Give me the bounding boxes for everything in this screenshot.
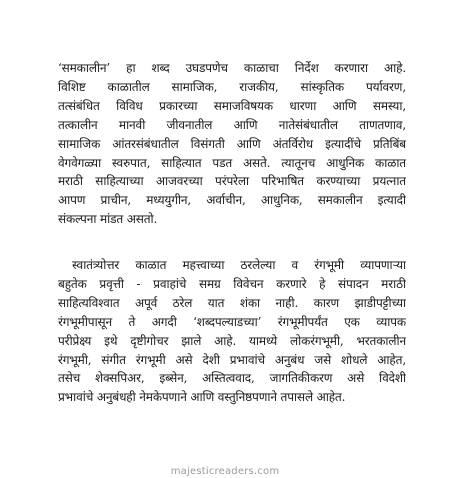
- paragraph-2-line: साहित्यविश्वात अपूर्व ठरेल यात शंका नाही. कारण झाडीपट्टीच्या: [58, 295, 406, 310]
- paragraph-1-line: सामाजिक आंतरसंबंधातील विसंगती आणि अंतर्विरोध इत्यादींचे प्रतिबिंब: [58, 136, 406, 151]
- watermark: majesticreaders.com: [170, 466, 280, 477]
- paragraph-1-line: मराठी साहित्याच्या आजवरच्या परंपरेला परिभाषित करण्याच्या प्रयत्नात: [58, 174, 406, 189]
- paragraph-1-line: तत्संबंधित विविध प्रकारच्या समाजविषयक धारणा आणि समस्या,: [58, 98, 406, 113]
- paragraph-1: [58, 59, 406, 229]
- paragraph-2-line: तसेच शेक्सपिअर, इब्सेन, अस्तित्ववाद, जागतिकीकरण असे विदेशी: [58, 371, 406, 386]
- paragraph-2-line: रंगभूमीपासून ते अगदी ‘शब्दपल्याडच्या’ रंगभूमीपर्यंत एक व्यापक: [58, 314, 406, 329]
- paragraph-2-line: बहुतेक प्रवृत्ती - प्रवाहांचे समग्र विवेचन करणारे हे संपादन मराठी: [58, 276, 406, 291]
- paragraph-2-line: परीप्रेक्ष्य इथे दृष्टीगोचर झाले आहे. यामध्ये लोकरंगभूमी, भरतकालीन: [58, 333, 406, 348]
- paragraph-1-line: संकल्पना मांडत असतो.: [58, 212, 158, 227]
- paragraph-2-line: प्रभावांचे अनुबंधही नेमकेपणाने आणि वस्तुनिष्ठपणाने तपासले आहेत.: [58, 390, 346, 405]
- paragraph-2-line: रंगभूमी, संगीत रंगभूमी असे देशी प्रभावांचे अनुबंध जसे शोधले आहेत,: [58, 352, 406, 367]
- paragraph-2-line: स्वातंत्र्योत्तर काळात महत्त्वाच्या ठरलेल्या व रंगभूमी व्यापणाऱ्या: [72, 258, 406, 272]
- paragraph-1-line: वेगवेगळ्या स्वरुपात, साहित्यात पडत असते. त्यातूनच आधुनिक काळात: [58, 155, 406, 170]
- paragraph-2: [58, 256, 406, 407]
- paragraph-1-line: ‘समकालीन’ हा शब्द उघडपणेच काळाचा निर्देश करणारा आहे.: [58, 61, 406, 75]
- paragraph-1-line: तत्कालीन मानवी जीवनातील आणि नातेसंबंधातील ताणतणाव,: [58, 117, 406, 132]
- paragraph-1-line: विशिष्ट काळातील सामाजिक, राजकीय, सांस्कृतिक पर्यावरण,: [58, 79, 406, 94]
- paragraph-1-line: आपण प्राचीन, मध्ययुगीन, अर्वाचीन, आधुनिक, समकालीन इत्यादी: [58, 193, 406, 208]
